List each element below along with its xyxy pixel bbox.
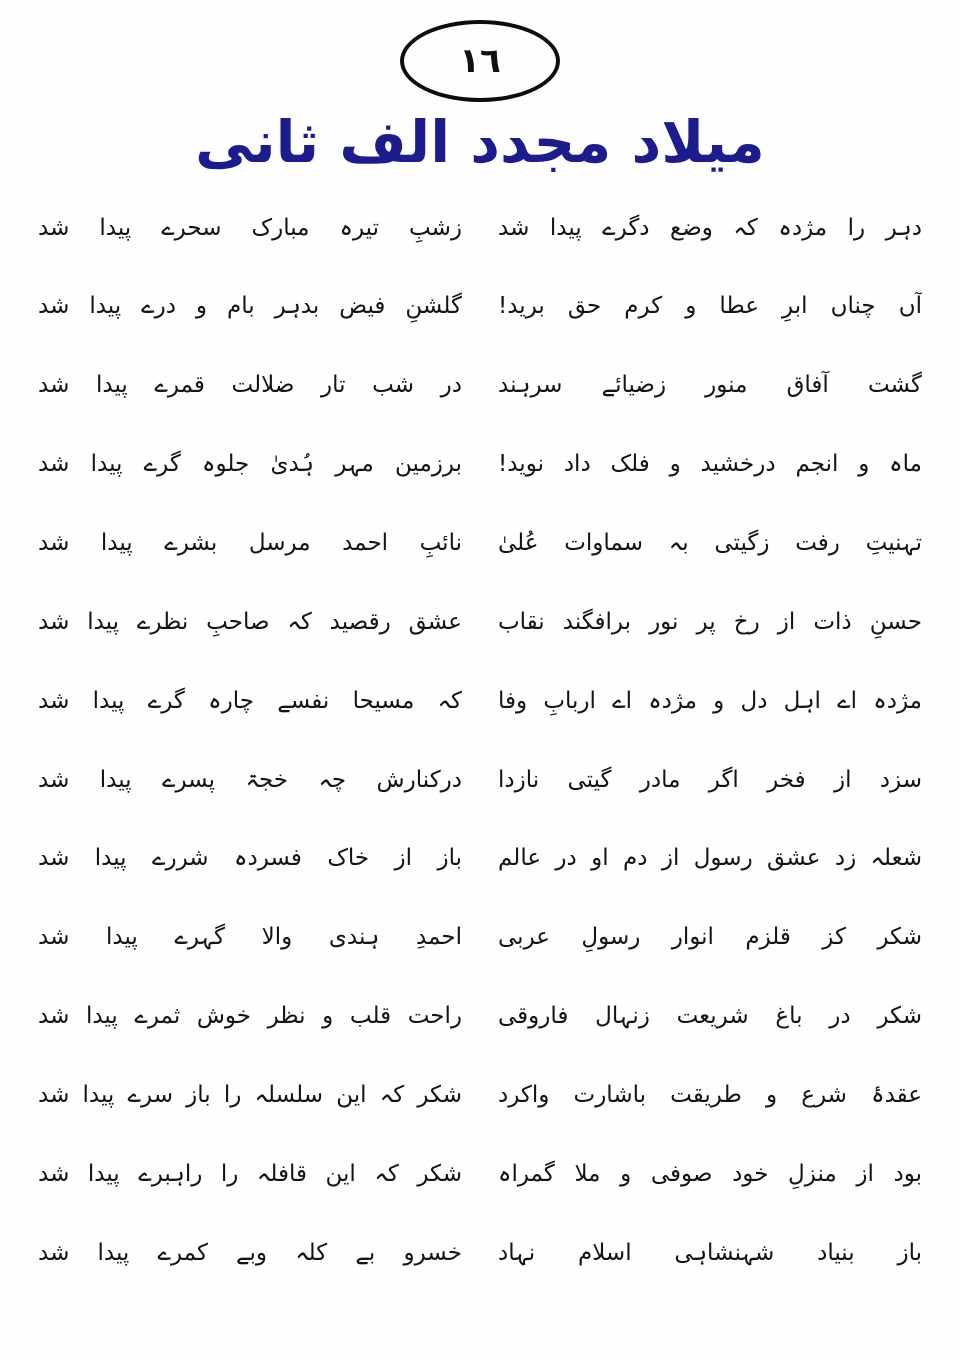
page-number-oval <box>400 20 560 102</box>
couplet-row <box>38 369 922 402</box>
couplet-row <box>38 1237 922 1270</box>
hemistich-first: تہنیتِ رفت زگیتی بہ سماوات عُلیٰ <box>498 529 922 556</box>
couplet-row <box>38 606 922 639</box>
hemistich-second: احمدِ ہندی والا گہرے پیدا شد <box>38 924 462 951</box>
hemistich-second: در شب تار ضلالت قمرے پیدا شد <box>38 372 462 399</box>
poem-body <box>38 212 922 1270</box>
couplet-row <box>38 290 922 323</box>
couplet-row <box>38 1000 922 1033</box>
couplet-row <box>38 685 922 718</box>
couplet-row <box>38 212 922 245</box>
hemistich-first: باز بنیاد شہنشاہی اسلام نہاد <box>498 1239 922 1266</box>
couplet-row <box>38 1158 922 1191</box>
hemistich-first: سزد از فخر اگر مادر گیتی نازدا <box>498 766 922 793</box>
hemistich-first: بود از منزلِ خود صوفی و ملا گمراہ <box>498 1160 922 1187</box>
hemistich-second: باز از خاک فسردہ شررے پیدا شد <box>38 845 462 872</box>
couplet-row <box>38 527 922 560</box>
hemistich-first: آں چناں ابرِ عطا و کرم حق برید! <box>498 293 922 320</box>
hemistich-second: شکر کہ این سلسلہ را باز سرے پیدا شد <box>38 1081 462 1108</box>
hemistich-second: برزمین مہر ہُدیٰ جلوہ گرے پیدا شد <box>38 451 462 478</box>
hemistich-first: دہر را مژدہ کہ وضع دگرے پیدا شد <box>498 214 922 241</box>
hemistich-second: راحت قلب و نظر خوش ثمرے پیدا شد <box>38 1003 462 1030</box>
page-number: ١٦ <box>459 41 501 81</box>
hemistich-first: ماہ و انجم درخشید و فلک داد نوید! <box>498 451 922 478</box>
page-title: میلاد مجدد الف ثانی <box>195 108 765 176</box>
couplet-row <box>38 842 922 875</box>
hemistich-second: کہ مسیحا نفسے چارہ گرے پیدا شد <box>38 687 462 714</box>
hemistich-second: نائبِ احمد مرسل بشرے پیدا شد <box>38 529 462 556</box>
couplet-row <box>38 1079 922 1112</box>
hemistich-first: شعلہ زد عشق رسول از دم او در عالم <box>498 845 922 872</box>
hemistich-second: شکر کہ این قافلہ را راہبرے پیدا شد <box>38 1160 462 1187</box>
hemistich-second: عشق رقصید کہ صاحبِ نظرے پیدا شد <box>38 608 462 635</box>
hemistich-first: حسنِ ذات از رخ پر نور برافگند نقاب <box>498 608 922 635</box>
hemistich-first: گشت آفاق منور زضیائے سرہند <box>498 372 922 399</box>
couplet-row <box>38 448 922 481</box>
hemistich-first: مژدہ اے اہل دل و مژدہ اے اربابِ وفا <box>498 687 922 714</box>
hemistich-first: عقدۂ شرع و طریقت باشارت واکرد <box>498 1081 922 1108</box>
hemistich-second: خسرو بے کلہ وبے کمرے پیدا شد <box>38 1239 462 1266</box>
hemistich-second: گلشنِ فیض بدہر بام و درے پیدا شد <box>38 293 462 320</box>
hemistich-second: درکنارش چہ خجۃ پسرے پیدا شد <box>38 766 462 793</box>
couplet-row <box>38 764 922 797</box>
hemistich-first: شکر کز قلزم انوار رسولِ عربی <box>498 924 922 951</box>
hemistich-first: شکر در باغ شریعت زنہال فاروقی <box>498 1003 922 1030</box>
hemistich-second: زشبِ تیرہ مبارک سحرے پیدا شد <box>38 214 462 241</box>
couplet-row <box>38 921 922 954</box>
